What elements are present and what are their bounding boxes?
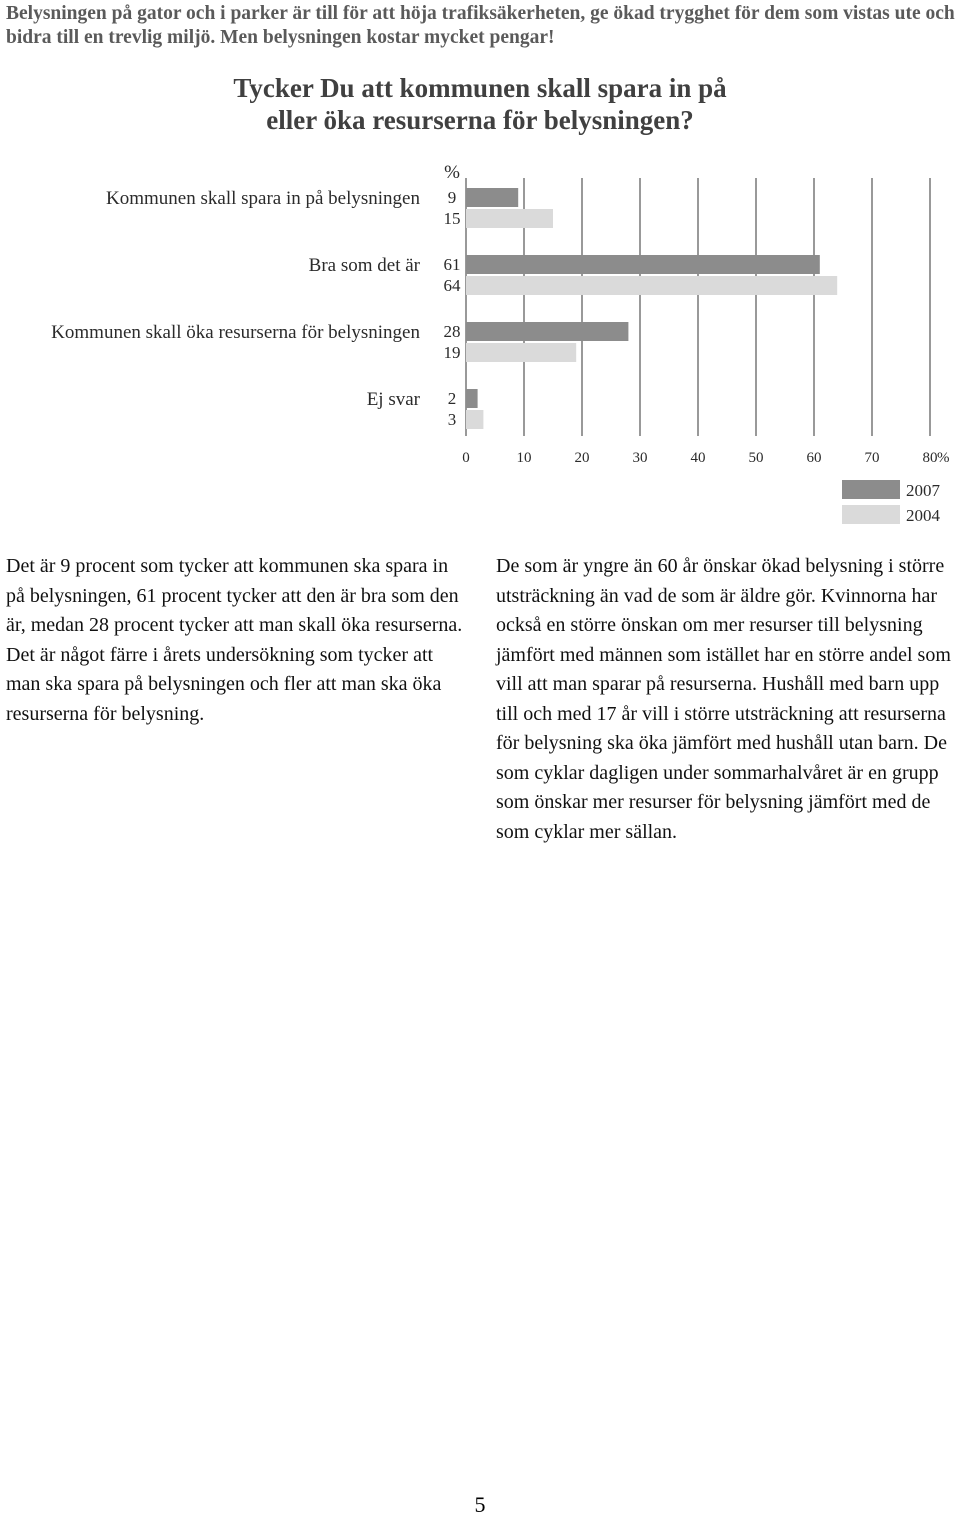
x-tick-label: 60 [806, 450, 822, 466]
bar-chart [0, 150, 960, 530]
bar-2004 [466, 410, 483, 429]
legend-swatch-2007 [842, 480, 900, 499]
x-unit-label: % [937, 450, 950, 466]
title-line-1: Tycker Du att kommunen skall spara in på [233, 73, 727, 103]
bar-2007 [466, 188, 518, 207]
x-tick-label: 80 [922, 450, 938, 466]
value-header: % [444, 162, 460, 183]
title-line-2: eller öka resurserna för belysningen? [266, 105, 694, 135]
bar-2007 [466, 322, 628, 341]
bar-2004 [466, 343, 576, 362]
category-label: Bra som det är [308, 255, 420, 276]
value-label: 19 [443, 343, 461, 362]
bar-2007 [466, 255, 820, 274]
paragraph-right: De som är yngre än 60 år önskar ökad belysning i större utsträckning än vad de som är äldre gör. Kvinnorna har också en större önskan om mer resurser till belysning jämfört med männen som istället har en större andel som vill att man sparar på resurserna. Hushåll med barn upp till och med 17 år vill i större utsträckning att resurserna för belysning ska öka jämfört med hushåll utan barn. De som cyklar dagligen under sommarhalvåret är en grupp som önskar mer resurser för belysning jämfört med de som cyklar mer sällan. [496, 555, 951, 843]
legend-label: 2007 [906, 481, 940, 500]
category-label: Kommunen skall spara in på belysningen [106, 188, 420, 209]
category-label: Kommunen skall öka resurserna för belysningen [51, 322, 420, 343]
x-tick-label: 0 [462, 450, 470, 466]
bar-2004 [466, 209, 553, 228]
value-label: 2 [447, 389, 457, 408]
page-title [180, 72, 780, 136]
value-label: 3 [447, 410, 457, 429]
value-label: 15 [443, 209, 461, 228]
value-label: 28 [443, 322, 461, 341]
bar-2004 [466, 276, 837, 295]
bar-2007 [466, 389, 478, 408]
category-label: Ej svar [366, 389, 420, 410]
x-tick-label: 10 [516, 450, 532, 466]
paragraph-left: Det är 9 procent som tycker att kommunen ska spara in på belysningen, 61 procent tycker att den är bra som den är, medan 28 procent tycker att man skall öka resurserna. Det är något färre i årets undersökning som tycker att man ska spara på belysningen och fler att man ska öka resurserna för belysning. [6, 555, 463, 725]
x-tick-label: 30 [632, 450, 648, 466]
value-label: 64 [443, 276, 461, 295]
x-tick-label: 40 [690, 450, 706, 466]
x-tick-label: 70 [864, 450, 880, 466]
legend-swatch-2004 [842, 505, 900, 524]
page-number: 5 [474, 1492, 486, 1517]
legend-label: 2004 [906, 506, 940, 525]
intro-text: Belysningen på gator och i parker är till för att höja trafiksäkerheten, ge ökad trygghet för dem som vistas ute och bidra till en trevlig miljö. Men belysningen kostar mycket pengar! [6, 3, 955, 48]
value-label: 9 [447, 188, 457, 207]
x-tick-label: 50 [748, 450, 764, 466]
x-tick-label: 20 [574, 450, 590, 466]
value-label: 61 [443, 255, 461, 274]
